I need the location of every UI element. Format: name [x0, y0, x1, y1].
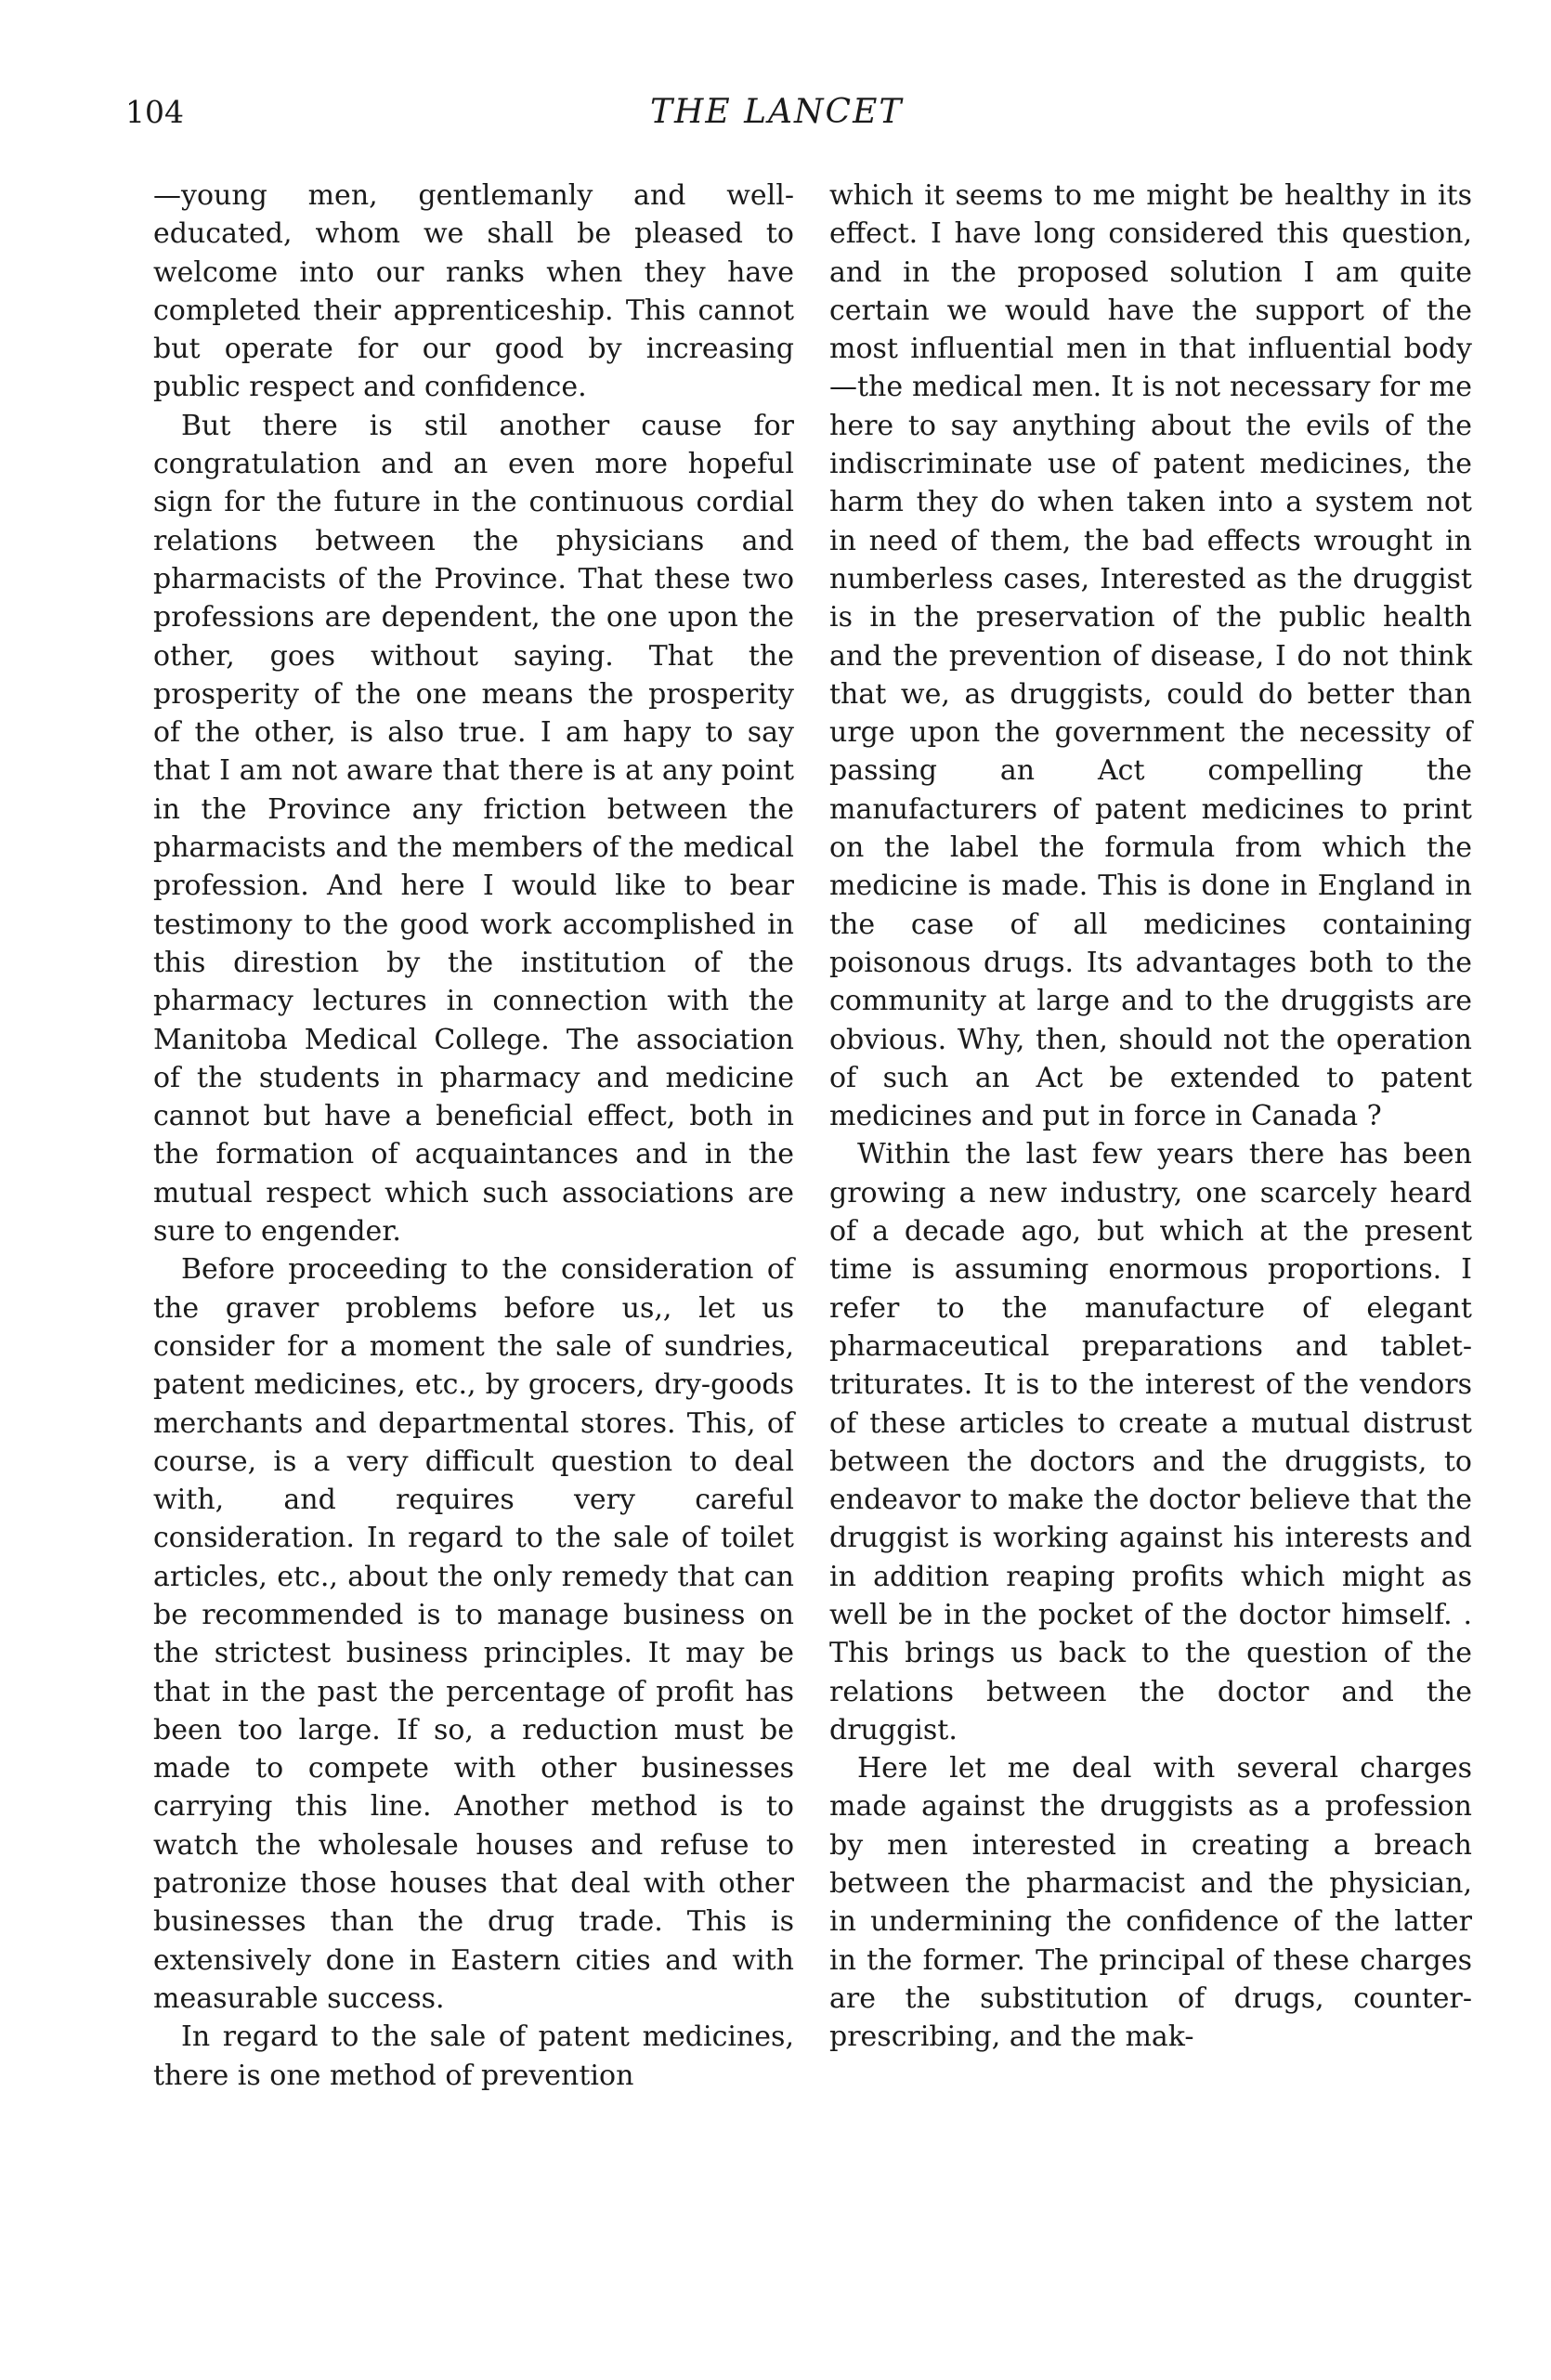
page-header [125, 89, 1472, 136]
paragraph: In regard to the sale of patent medicines, there is one method of prevention [153, 2020, 794, 2092]
left-column [153, 177, 794, 2095]
paragraph: Within the last few years there has been growing a new industry, one scarcely heard of a decade ago, but which at the present time is assuming enormous proportions. I refer to the manufacture of elegant pharmaceutical preparations and tablet-triturates. It is to the interest of the vendors of these articles to create a mutual distrust between the doctors and the druggists, to endeavor to make the doctor believe that the druggist is working against his interests and in addition reaping profits which might as well be in the pocket of the doctor himself. . This brings us back to the question of the relations between the doctor and the druggist. [829, 1138, 1472, 1746]
paragraph: which it seems to me might be healthy in its effect. I have long considered this question, and in the proposed solution I am quite certain we would have the support of the most influential men in that influential body—the medical men. It is not necessary for me here to say anything about the evils of the indiscriminate use of patent medicines, the harm they do when taken into a system not in need of them, the bad effects wrought in numberless cases, Interested as the druggist is in the preservation of the public health and the prevention of disease, I do not think that we, as druggists, could do better than urge upon the government the necessity of passing an Act compelling the manufacturers of patent medicines to print on the label the formula from which the medicine is made. This is done in England in the case of all medicines containing poisonous drugs. Its advantages both to the community at large and to the druggists are obvious. Why, then, should not the operation of such an Act be extended to patent medicines and put in force in Canada ? [829, 179, 1472, 1133]
paragraph: But there is stil another cause for congratulation and an even more hopeful sign for the future in the continuous cordial relations between the physicians and pharmacists of the Province. That these two professions are dependent, the one upon the other, goes without saying. That the prosperity of the one means the prosperity of the other, is also true. I am hapy to say that I am not aware that there is at any point in the Province any friction between the pharmacists and the members of the medical profession. And here I would like to bear testimony to the good work accomplished in this direstion by the institution of the pharmacy lectures in connection with the Manitoba Medical College. The association of the students in pharmacy and medicine cannot but have a beneficial effect, both in the formation of acquaintances and in the mutual respect which such associations are sure to engender. [153, 409, 794, 1249]
paragraph: Here let me deal with several charges made against the druggists as a profession by men interested in creating a breach between the pharmacist and the physician, in undermining the confidence of the latter in the former. The principal of these charges are the substitution of drugs, counter-prescribing, and the mak- [829, 1752, 1472, 2054]
right-column [829, 177, 1472, 2057]
running-head: THE LANCET [650, 93, 904, 131]
paragraph: —young men, gentlemanly and well-educated, whom we shall be pleased to welcome into our ranks when they have completed their apprenticeship. This cannot but operate for our good by increasing public respect and confidence. [153, 179, 794, 404]
page-number: 104 [125, 94, 184, 130]
paragraph: Before proceeding to the consideration of the graver problems before us,, let us consider for a moment the sale of sundries, patent medicines, etc., by grocers, dry-goods merchants and departmental stores. This, of course, is a very difficult question to deal with, and requires very careful consideration. In regard to the sale of toilet articles, etc., about the only remedy that can be recommended is to manage business on the strictest business principles. It may be that in the past the percentage of profit has been too large. If so, a reduction must be made to compete with other businesses carrying this line. Another method is to watch the wholesale houses and refuse to patronize those houses that deal with other businesses than the drug trade. This is extensively done in Eastern cities and with measurable success. [153, 1253, 794, 2015]
